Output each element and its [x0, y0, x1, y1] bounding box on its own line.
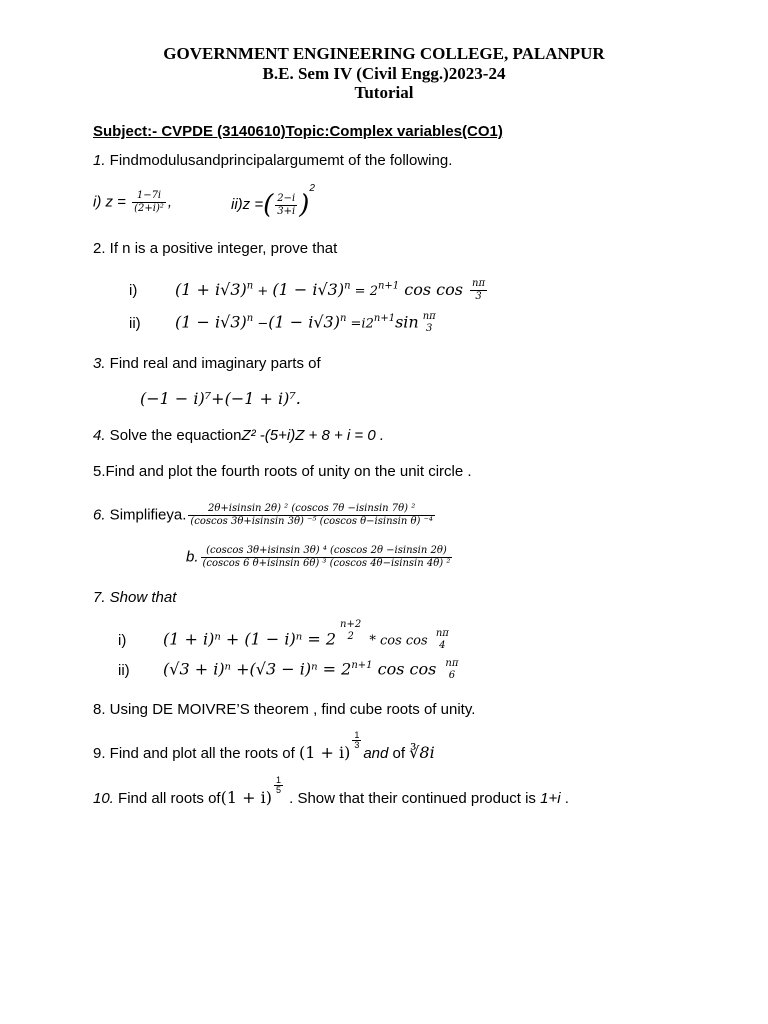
q7-ii-tail: cos cos [372, 659, 442, 679]
q9-of: of [388, 745, 410, 762]
q1-i-numerator: 1−7i [132, 190, 166, 203]
q9-text: 9. Find and plot all the roots of [93, 745, 299, 762]
q9-exponent [352, 731, 361, 750]
q9-exp-den: 3 [354, 740, 360, 750]
q2-i-power: n+1 [377, 280, 400, 292]
q10-exp-den: 5 [275, 785, 281, 795]
q1-text: Findmodulusandprincipalargumemt of the following. [105, 152, 453, 169]
semester-line: B.E. Sem IV (Civil Engg.)2023-24 [262, 64, 506, 83]
question-3 [93, 355, 321, 372]
q6-a-denominator: (coscos 3θ+isinsin 3θ) ⁻⁵ (coscos θ−isinsin θ) ⁻⁴ [190, 516, 433, 527]
q2-i-exp-a: n [246, 280, 254, 292]
q4-expression: Z² -(5+i)Z + 8 + i = 0 . [241, 427, 384, 444]
question-9 [93, 730, 435, 762]
q2-part-i [175, 278, 489, 303]
question-4 [93, 427, 384, 444]
q1-ii-denominator: 3+i [277, 205, 296, 217]
q7-i-label: i) [118, 632, 127, 649]
q2-ii-exp-b: n [339, 313, 347, 325]
q2-i-fden: 3 [475, 291, 482, 302]
q7-i-power-num: n+2 [340, 619, 362, 630]
q2-i-label: i) [129, 282, 138, 299]
subject-line: Subject:- CVPDE (3140610)Topic:Complex variables(CO1) [93, 123, 503, 140]
q2-ii-exp-a: n [246, 313, 254, 325]
question-2: 2. If n is a positive integer, prove that [93, 240, 338, 257]
q6-b-label: b. [186, 548, 199, 566]
q6-a-numerator: 2θ+isinsin 2θ) ² (coscos 7θ −isinsin 7θ) ² [188, 503, 435, 516]
q2-i-fnum: nπ [472, 278, 486, 289]
q2-ii-fden: 3 [426, 323, 433, 334]
q2-ii-trig: sin [395, 312, 419, 332]
q1-i-label: i) z = [93, 193, 126, 211]
q9-root: ∛8i [409, 743, 435, 762]
q3-expression: (−1 − i)⁷+(−1 + i)⁷. [140, 389, 301, 408]
question-6 [93, 503, 437, 528]
q1-ii-lparen: ( [263, 190, 274, 220]
q7-i-power-den: 2 [347, 631, 354, 642]
q10-answer: 1+i [540, 790, 561, 807]
question-6b [186, 545, 454, 570]
q7-ii-fnum: nπ [445, 658, 459, 669]
question-8: 8. Using DE MOIVRE’S theorem , find cube roots of unity. [93, 701, 476, 718]
q7-ii-power: n+1 [351, 660, 373, 672]
q10-tail: . Show that their continued product is [284, 790, 541, 807]
q2-ii-label: ii) [129, 315, 141, 332]
q10-exponent [274, 776, 283, 795]
q2-ii-expr-a: (1 − i√3) [175, 312, 247, 332]
q2-i-expr-a: (1 + i√3) [175, 280, 247, 299]
question-5: 5.Find and plot the fourth roots of unity on the unit circle . [93, 463, 472, 480]
q1-part-i [93, 190, 172, 215]
q7-ii-fraction [443, 658, 460, 682]
college-title: GOVERNMENT ENGINEERING COLLEGE, PALANPUR [163, 44, 605, 63]
q7-part-ii [163, 658, 462, 682]
q2-ii-fnum: nπ [422, 311, 436, 322]
q2-ii-eq: =i2 [346, 316, 374, 332]
q7-i-power-fraction [338, 619, 363, 643]
q10-end: . [560, 790, 569, 807]
q10-exp-num: 1 [275, 775, 281, 785]
q1-ii-rparen: ) [299, 190, 310, 220]
q2-i-plus: + [253, 284, 273, 299]
q7-ii-fden: 6 [448, 670, 456, 681]
q6-b-fraction [201, 545, 453, 570]
q2-ii-minus: − [253, 316, 269, 332]
q6-b-denominator: (coscos 6 θ+isinsin 6θ) ³ (coscos 4θ−isinsin 4θ) ² [202, 558, 451, 569]
q1-part-ii [231, 182, 315, 220]
q7-i-expression: (1 + i)ⁿ + (1 − i)ⁿ = 2 [163, 629, 337, 649]
question-10 [93, 775, 569, 807]
q2-i-trig: cos cos [399, 280, 469, 299]
q3-number: 3. [93, 355, 106, 372]
doc-type: Tutorial [354, 83, 414, 102]
q2-i-fraction [470, 278, 487, 303]
q1-ii-label: ii)z = [231, 195, 264, 213]
q4-number: 4. [93, 427, 106, 444]
q7-i-fden: 4 [439, 640, 446, 651]
q10-expression: (1 + i) [220, 788, 272, 807]
q1-ii-numerator: 2−i [277, 192, 296, 204]
q1-i-tail: , [167, 193, 173, 211]
q2-part-ii [175, 311, 440, 335]
q7-part-i [163, 619, 453, 652]
question-1 [93, 152, 452, 169]
q9-and: and [363, 745, 389, 762]
q9-expression: (1 + i) [298, 743, 351, 762]
q2-i-expr-b: (1 − i√3) [272, 280, 345, 299]
q6-number: 6. [93, 506, 106, 524]
q1-number: 1. [93, 152, 106, 169]
q7-ii-label: ii) [118, 662, 130, 679]
q2-i-exp-b: n [344, 280, 351, 292]
q10-number: 10. [93, 790, 114, 807]
q7-i-fnum: nπ [435, 628, 449, 639]
q1-ii-fraction [275, 193, 297, 218]
q7-i-tail: * cos cos [365, 633, 432, 649]
q9-exp-num: 1 [354, 730, 360, 740]
q1-i-denominator: (2+i)² [134, 203, 164, 214]
q6-b-numerator: (coscos 3θ+isinsin 3θ) ⁴ (coscos 2θ −isinsin 2θ) [201, 545, 453, 558]
q1-i-fraction [132, 190, 166, 215]
q7-ii-expression: (√3 + i)ⁿ +(√3 − i)ⁿ = 2 [163, 659, 352, 679]
q10-text: Find all roots of [113, 790, 221, 807]
q1-ii-exponent: 2 [309, 182, 315, 194]
q2-ii-fraction [421, 311, 438, 335]
q4-text: Solve the equaction [105, 427, 242, 444]
q2-ii-power: n+1 [373, 313, 396, 325]
q6-text: Simplifieya. [105, 506, 187, 524]
q6-a-fraction [188, 503, 435, 528]
q2-ii-expr-b: (1 − i√3) [268, 312, 340, 332]
q2-i-eq: = 2 [350, 284, 378, 299]
q7-i-fraction [434, 628, 451, 652]
question-7: 7. Show that [93, 589, 177, 606]
q3-text: Find real and imaginary parts of [105, 355, 321, 372]
